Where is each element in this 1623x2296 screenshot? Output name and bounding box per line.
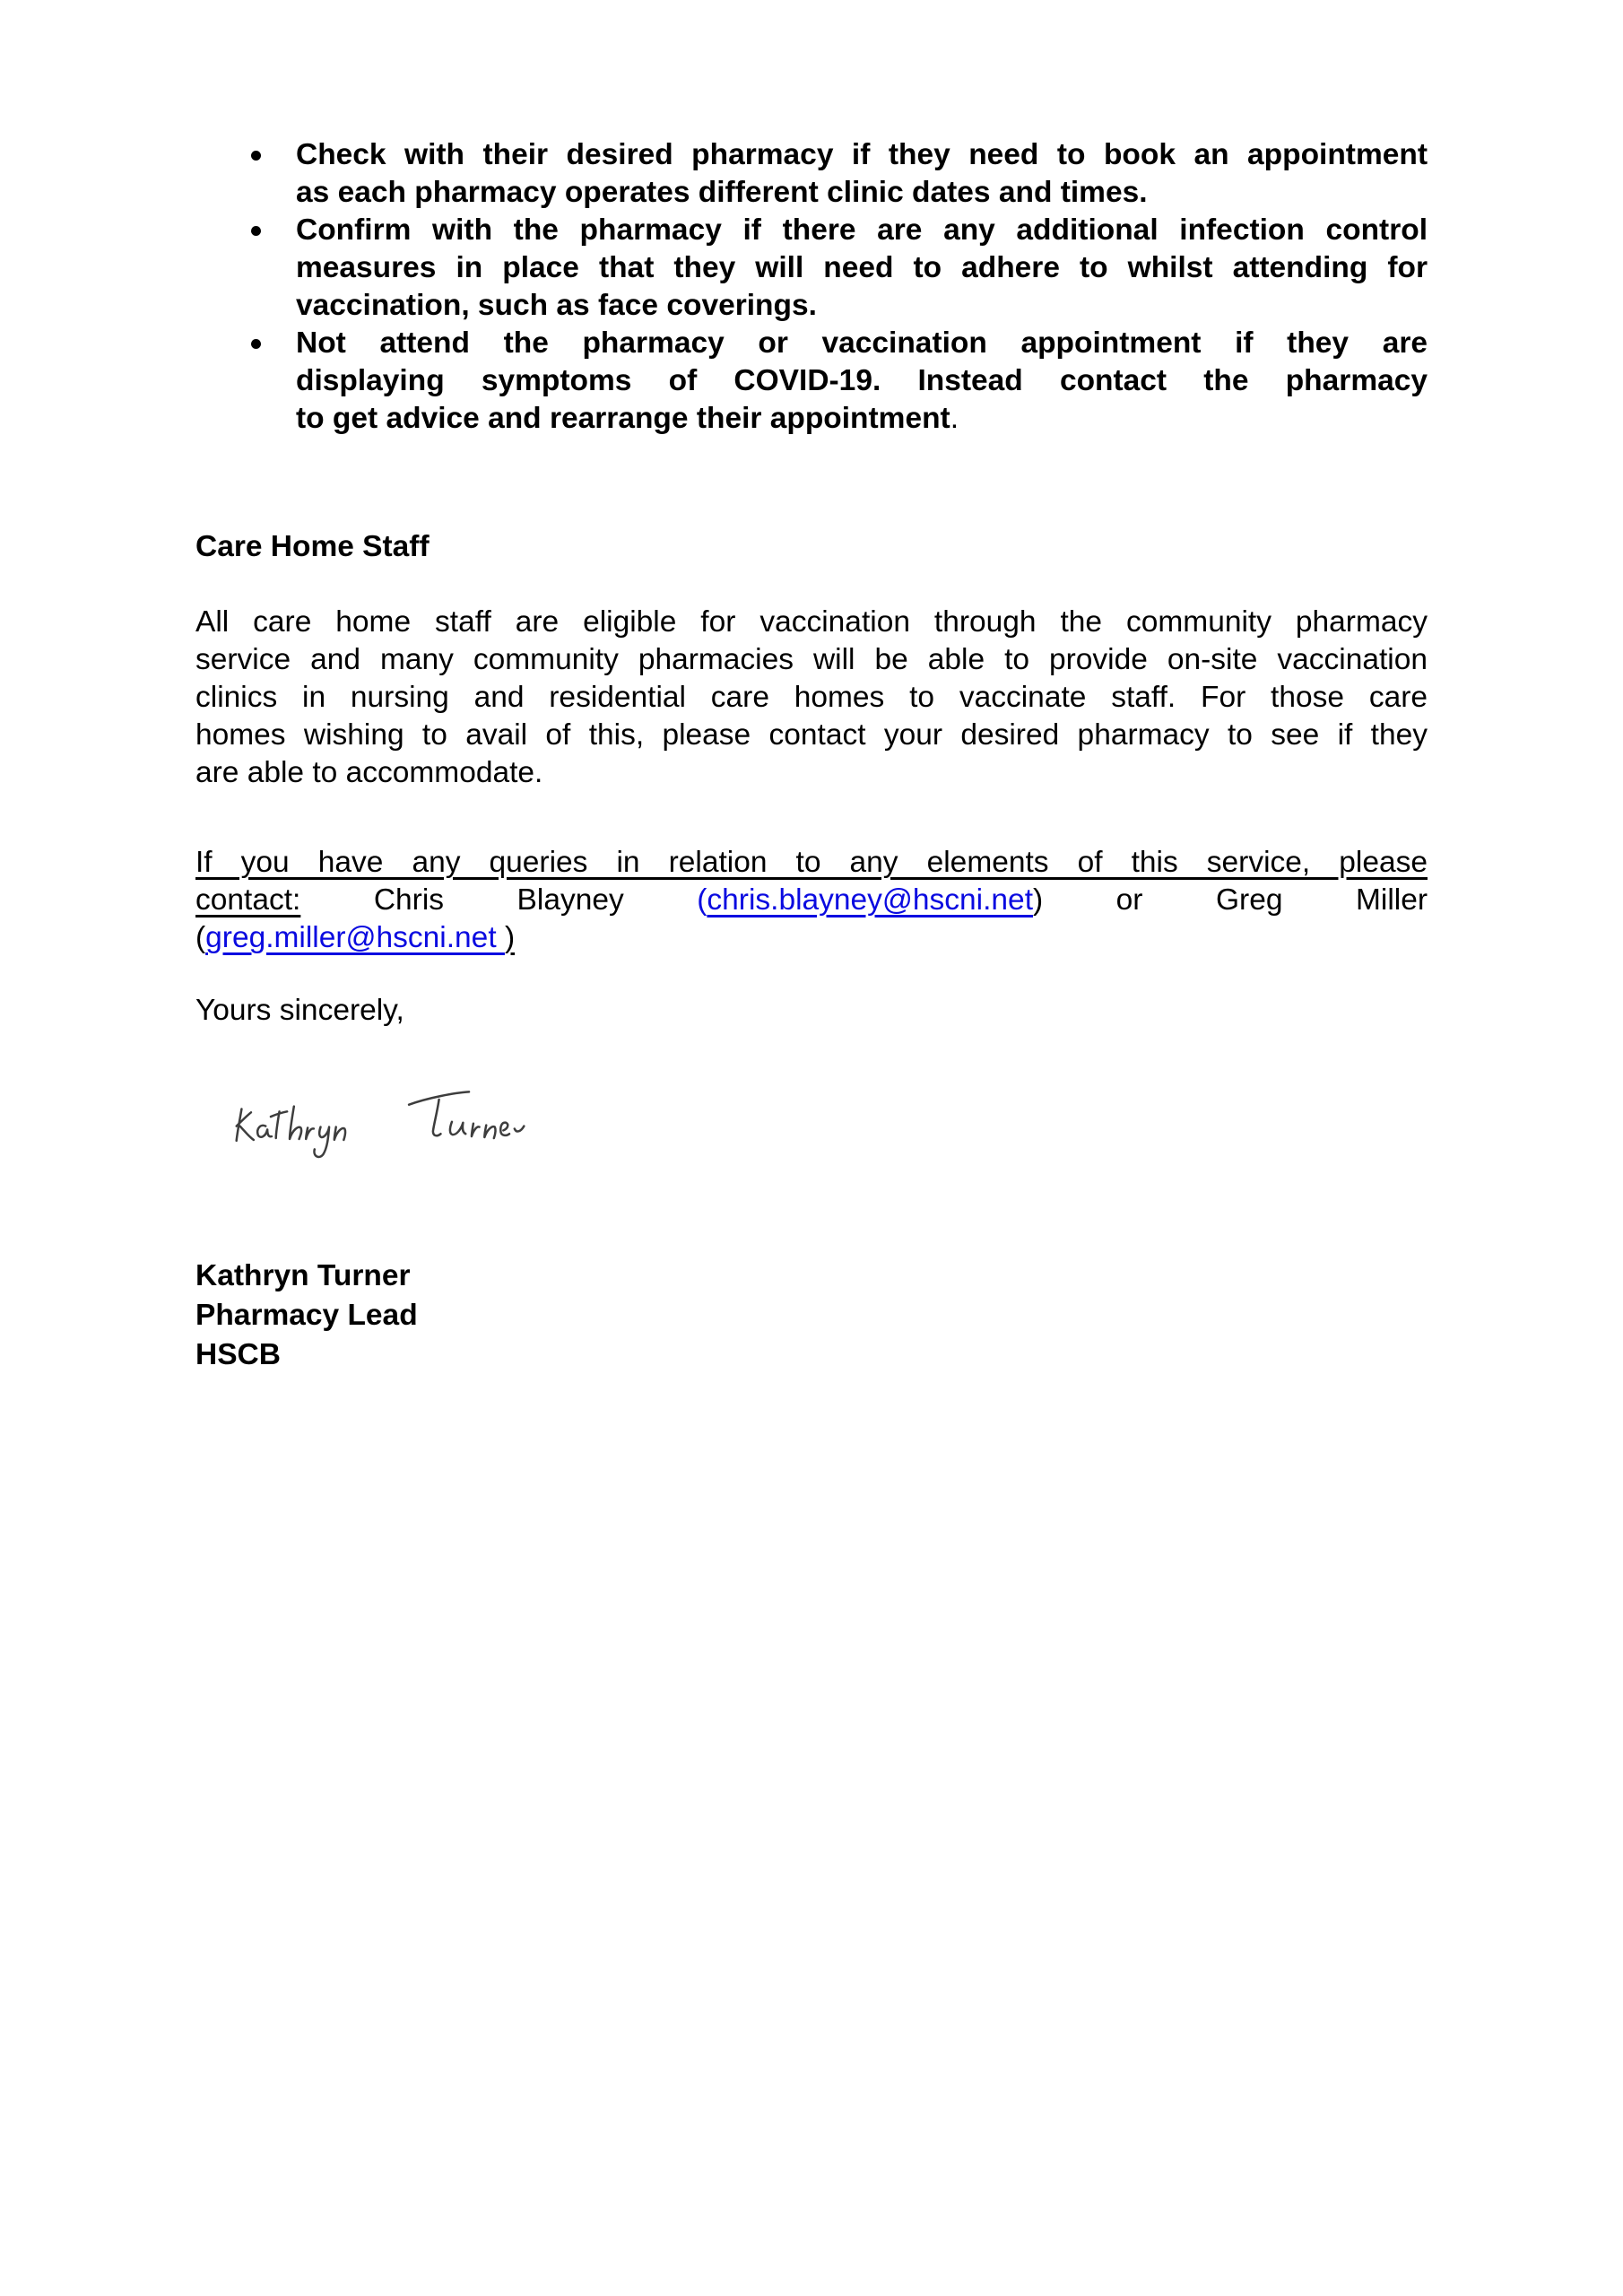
bullet-dot-icon [251,151,261,161]
section-heading: Care Home Staff [195,530,430,563]
bullet-line-text: to get advice and rearrange their appointment [296,402,950,435]
bullet-dot-icon [251,339,261,349]
paragraph-line: All care home staff are eligible for vaccination through the community pharmacy [195,605,1428,639]
contact2-name-last: Miller [1355,883,1428,917]
queries-line-3 [195,919,1428,957]
paragraph-line: clinics in nursing and residential care homes to vaccinate staff. For those care [195,681,1428,714]
bullet-item-covid-symptoms [195,325,1428,438]
queries-line-1: If you have any queries in relation to any elements of this service, please [195,846,1428,879]
bullet-line [296,400,1428,438]
bullet-line: vaccination, such as face coverings. [296,289,817,322]
queries-paragraph [195,844,1428,957]
paragraph-line: service and many community pharmacies will be able to provide on-site vaccination [195,643,1428,676]
signature-block [195,1257,1428,1375]
contact-name-last: Blayney [516,883,624,917]
signatory-title: Pharmacy Lead [195,1299,418,1332]
bullet-line: displaying symptoms of COVID-19. Instead contact the pharmacy [296,364,1428,397]
or-word: or [1115,883,1143,917]
bullet-line: Confirm with the pharmacy if there are any additional infection control [296,213,1428,247]
close-paren: ) [504,921,516,954]
queries-line-2 [195,882,1428,919]
trailing-period: . [950,402,959,435]
email-wrapper [697,883,1043,917]
bullet-line: measures in place that they will need to adhere to whilst attending for [296,251,1428,284]
contact-name-first: Chris [373,883,445,917]
contact-label: contact: [195,883,301,917]
bullet-line: Check with their desired pharmacy if they need to book an appointment [296,138,1428,171]
email-link-greg-miller[interactable]: greg.miller@hscni.net [205,921,505,954]
handwritten-signature [230,1087,531,1170]
signature-strokes [230,1087,531,1170]
bullet-list [195,136,1428,438]
contact2-name-first: Greg [1215,883,1283,917]
email-link-chris-blayney[interactable]: chris.blayney@hscni.net [707,883,1033,917]
bullet-item-check-appointment [195,136,1428,212]
bullet-item-infection-control [195,212,1428,325]
paragraph-line: homes wishing to avail of this, please contact your desired pharmacy to see if they [195,718,1428,752]
signatory-name: Kathryn Turner [195,1259,411,1292]
open-paren: ( [697,883,707,917]
valediction: Yours sincerely, [195,994,404,1027]
bullet-line: Not attend the pharmacy or vaccination appointment if they are [296,326,1428,360]
open-paren: ( [195,921,206,954]
paragraph-line: are able to accommodate. [195,756,543,789]
bullet-line: as each pharmacy operates different clinic dates and times. [296,176,1148,209]
close-paren: ) [1033,883,1044,917]
signatory-org: HSCB [195,1338,281,1371]
bullet-dot-icon [251,226,261,236]
care-home-paragraph [195,604,1428,792]
